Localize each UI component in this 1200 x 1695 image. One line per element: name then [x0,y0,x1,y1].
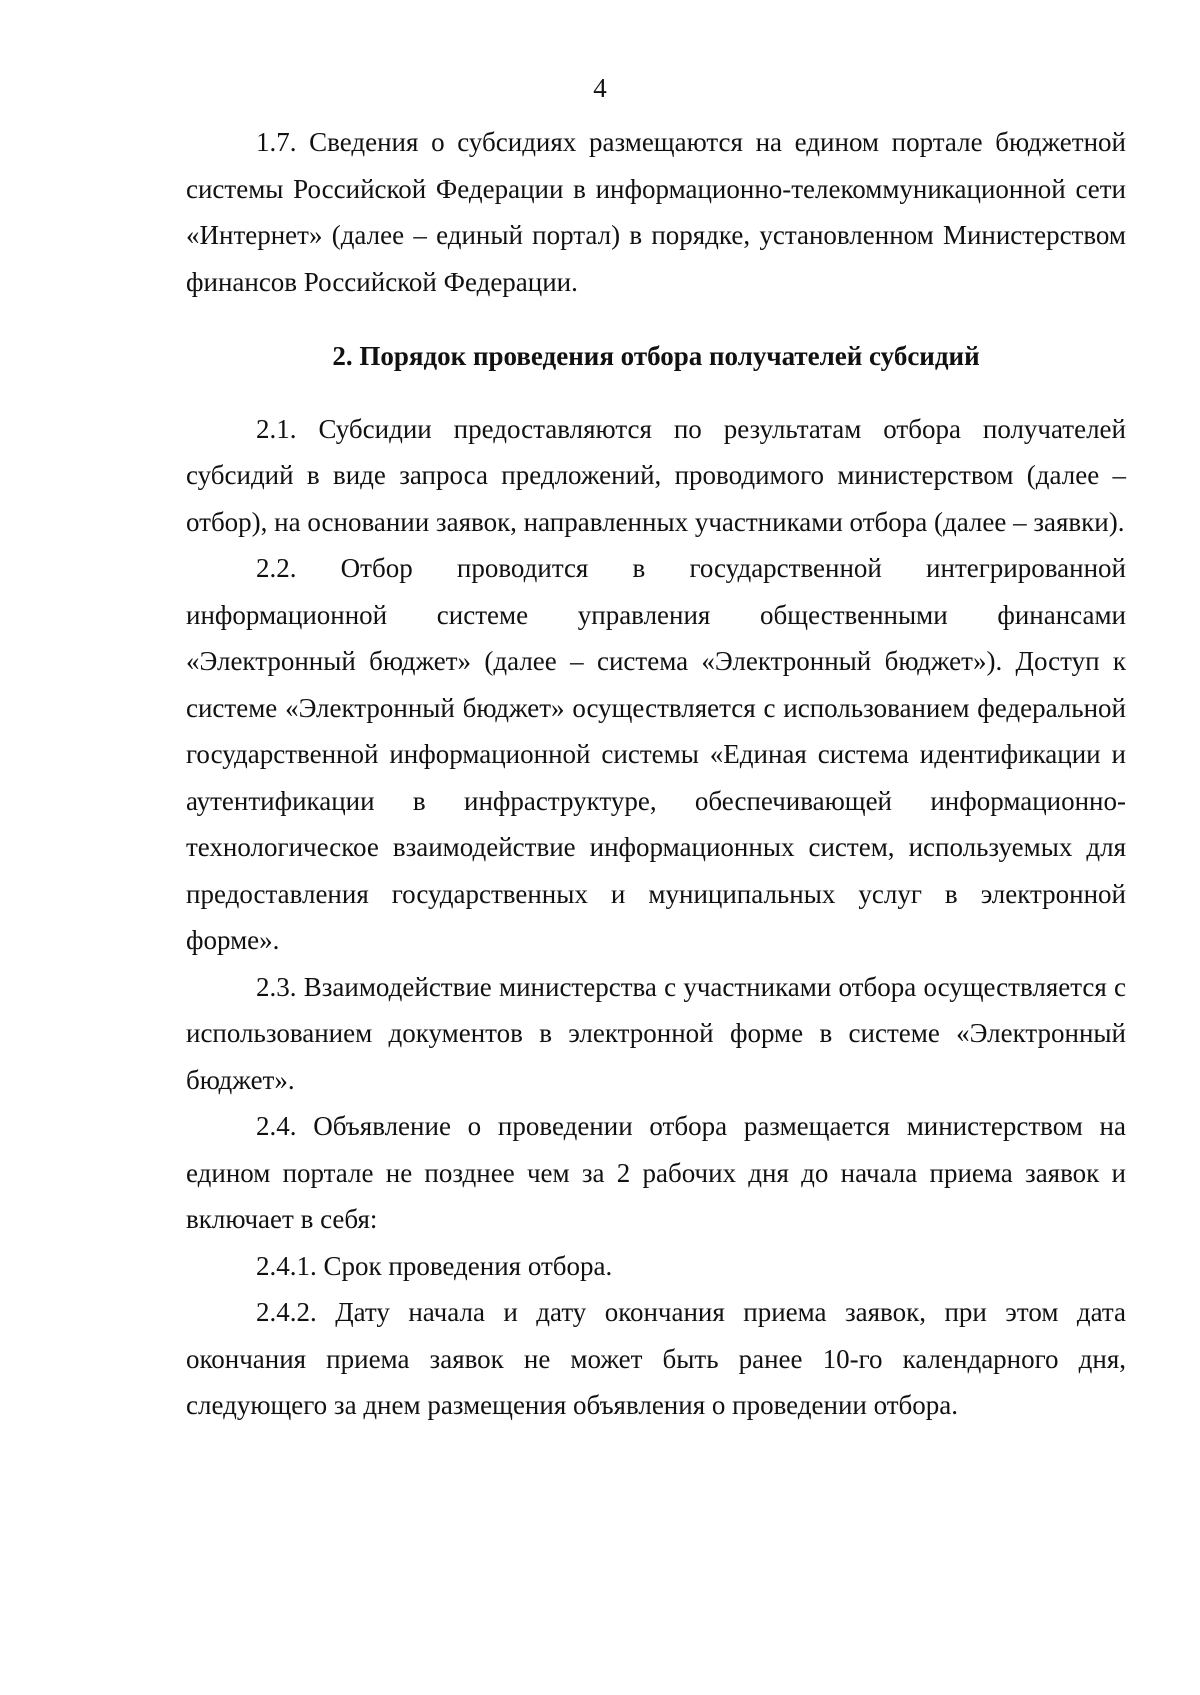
document-body [186,119,1126,1429]
paragraph-2-4-1: 2.4.1. Срок проведения отбора. [256,1250,613,1281]
paragraph-1-7: 1.7. Сведения о субсидиях размещаются на едином портале бюджетной системы Российской Федерации в информационно-телекоммуникационной сети «Интернет» (далее – единый портал) в порядке, установленном Министерством финансов Российской Федерации. [186,127,1126,297]
paragraph-2-4: 2.4. Объявление о проведении отбора размещается министерством на едином портале не позднее чем за 2 рабочих дня до начала приема заявок и включает в себя: [186,1111,1126,1234]
section-heading: 2. Порядок проведения отбора получателей субсидий [332,341,980,371]
paragraph-2-4-2: 2.4.2. Дату начала и дату окончания приема заявок, при этом дата окончания приема заявок не может быть ранее 10-го календарного дня, следующего за днем размещения объявления о проведении отбора. [186,1297,1126,1420]
page-number: 4 [593,73,607,103]
paragraph-2-1: 2.1. Субсидии предоставляются по результатам отбора получателей субсидий в виде запроса предложений, проводимого министерством (далее – отбор), на основании заявок, направленных участниками отбора (далее – заявки). [186,413,1126,537]
paragraph-2-2: 2.2. Отбор проводится в государственной интегрированной информационной системе управления общественными финансами «Электронный бюджет» (далее – система «Электронный бюджет»). Доступ к системе «Электронный бюджет» осуществляется с использованием федеральной государственной информационной системы «Единая система идентификации и аутентификации в инфраструктуре, обеспечивающей информационно-технологическое взаимодействие информационных систем, используемых для предоставления государственных и муниципальных услуг в электронной форме». [186,553,1126,955]
paragraph-2-3: 2.3. Взаимодействие министерства с участниками отбора осуществляется с использованием документов в электронной форме в системе «Электронный бюджет». [186,971,1126,1095]
